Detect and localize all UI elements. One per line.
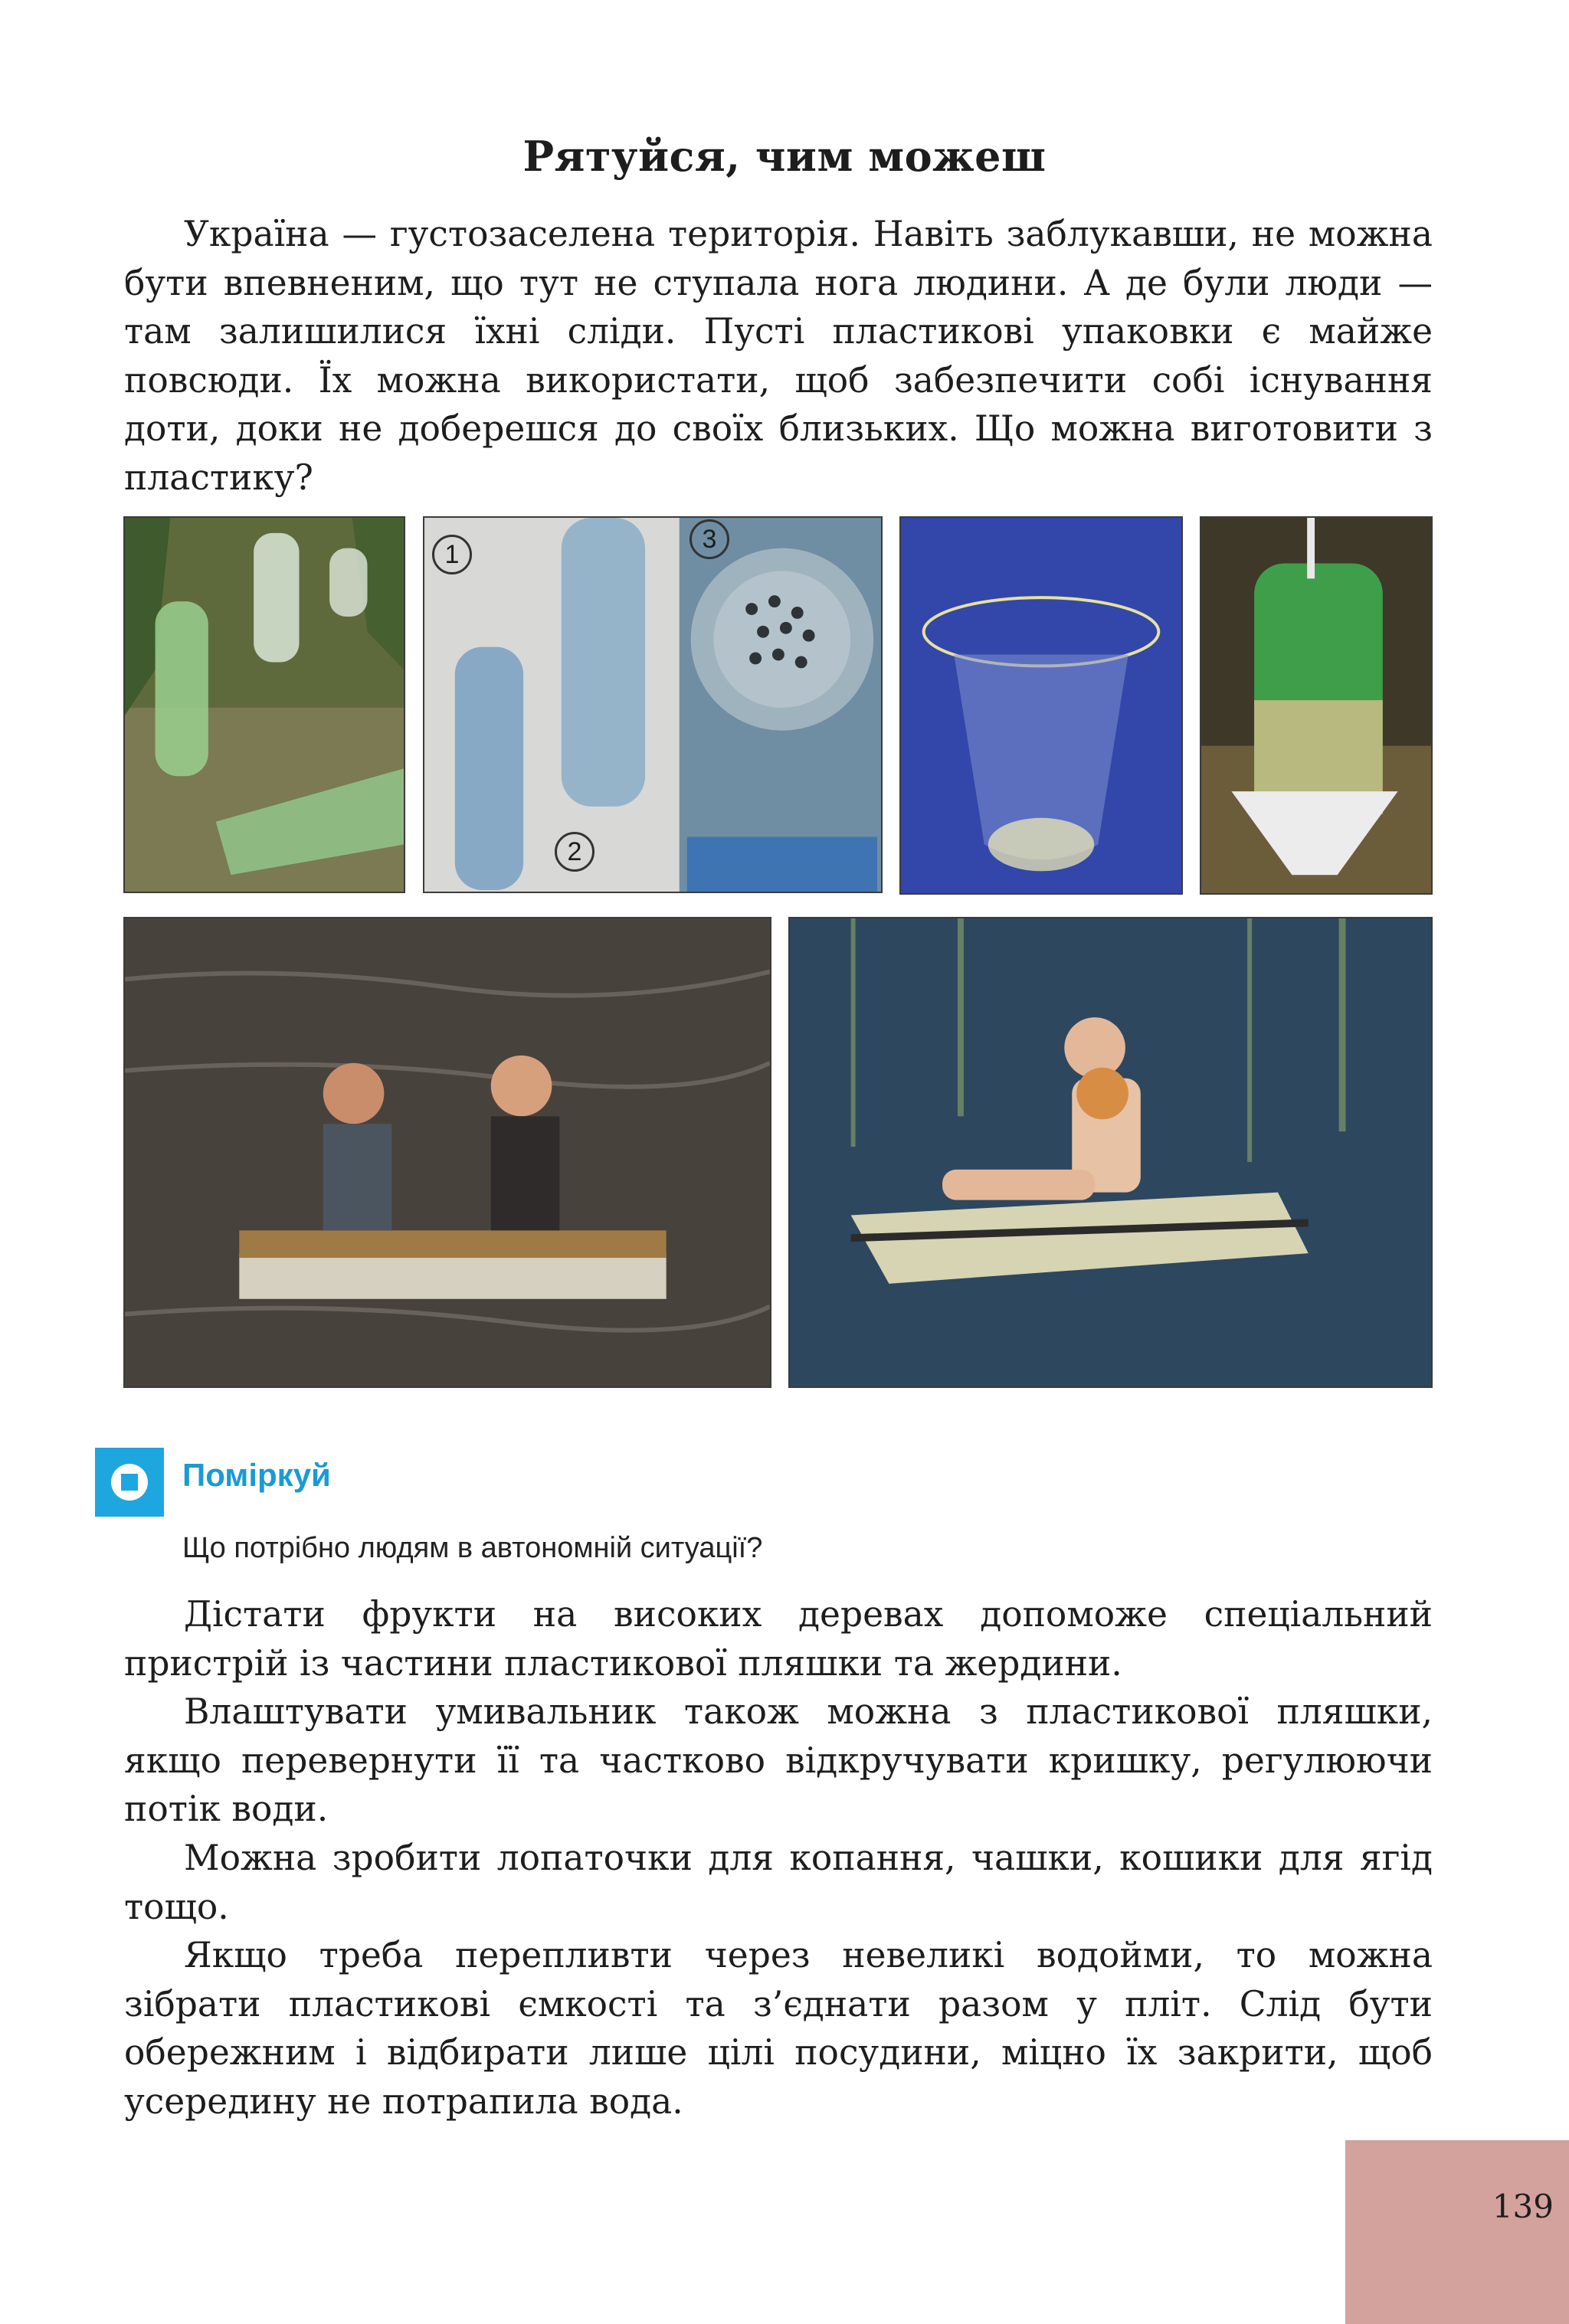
step-3-label: 3 — [690, 519, 729, 559]
photo-bottle-device-steps — [423, 516, 883, 893]
body-paragraph-3: Можна зробити лопаточки для копання, чашки, кошики для ягід тощо. — [124, 1838, 1433, 1927]
page-number-tab — [1345, 2140, 1569, 2324]
step-1-label: 1 — [432, 535, 472, 574]
photo-raft-two-people — [123, 917, 771, 1388]
stop-square-icon — [95, 1448, 164, 1517]
photo-plastic-cup — [899, 516, 1183, 895]
intro-paragraph: Україна — густозаселена територія. Навіть заблукавши, не можна бути впевненим, що тут не ступала нога людини. А де були люди — там залишилися їхні сліди. Пусті пластикові упаковки є майже повсюди. Їх можна використати, щоб забезпечити собі існування доти, доки не доберешся до своїх близьких. Що можна виготовити з пластику? — [124, 214, 1433, 498]
photo-raft-man-with-dog — [788, 917, 1433, 1388]
photo-bottle-irrigation — [123, 516, 405, 893]
body-paragraph-1: Дістати фрукти на високих деревах допоможе спеціальний пристрій із частини пластикової пляшки та жердини. — [124, 1594, 1433, 1684]
step-2-label: 2 — [555, 832, 595, 872]
page-title: Рятуйся, чим можеш — [522, 132, 1047, 181]
body-paragraph-2: Влаштувати умивальник також можна з пластикової пляшки, якщо перевернути її та частково відкручувати кришку, регулюючи потік води. — [124, 1691, 1433, 1829]
think-title: Поміркуй — [182, 1457, 331, 1493]
photo-hanging-bottle-feeder — [1200, 516, 1433, 895]
think-question: Що потрібно людям в автономній ситуації? — [182, 1532, 763, 1564]
page-number: 139 — [1492, 2188, 1554, 2225]
body-paragraph-4: Якщо треба перепливти через невеликі водойми, то можна зібрати пластикові ємкості та з’єднати разом у пліт. Слід бути обережним і відбирати лише цілі посудини, міцно їх закрити, щоб усередину не потрапила вода. — [124, 1935, 1433, 2122]
